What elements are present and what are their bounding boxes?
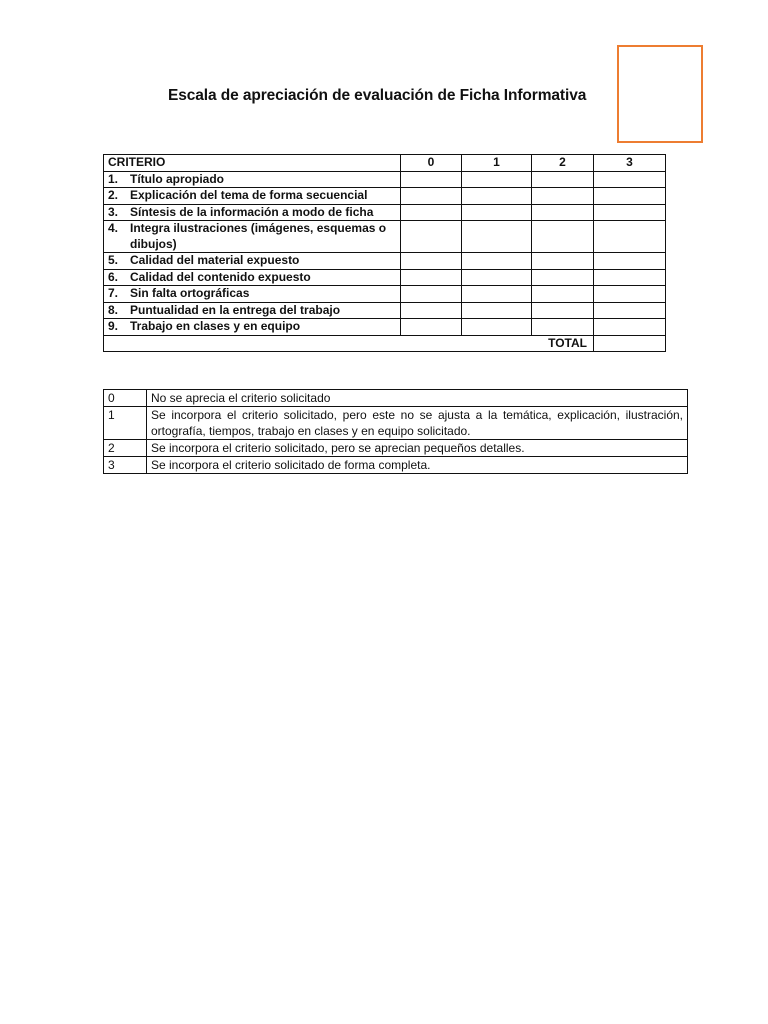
scale-level: 0 — [104, 390, 147, 407]
table-row — [104, 188, 666, 205]
score-cell-1[interactable] — [462, 188, 532, 205]
table-row — [104, 269, 666, 286]
criterion-cell — [104, 221, 401, 253]
table-row — [104, 171, 666, 188]
page-title: Escala de apreciación de evaluación de Ficha Informativa — [168, 87, 587, 104]
score-cell-3[interactable] — [594, 302, 666, 319]
criterion-text: Integra ilustraciones (imágenes, esquemas o dibujos) — [130, 221, 387, 251]
table-row — [104, 440, 688, 457]
score-cell-2[interactable] — [532, 319, 594, 336]
table-row — [104, 302, 666, 319]
score-cell-0[interactable] — [401, 302, 462, 319]
table-row — [104, 221, 666, 253]
score-cell-2[interactable] — [532, 286, 594, 303]
table-row — [104, 407, 688, 440]
score-header-3: 3 — [594, 155, 666, 172]
criterion-number: 1. — [108, 171, 119, 186]
table-row — [104, 319, 666, 336]
scale-level: 3 — [104, 457, 147, 474]
score-cell-3[interactable] — [594, 319, 666, 336]
table-row — [104, 253, 666, 270]
score-cell-1[interactable] — [462, 253, 532, 270]
score-cell-2[interactable] — [532, 204, 594, 221]
score-cell-2[interactable] — [532, 221, 594, 253]
criterion-text: Puntualidad en la entrega del trabajo — [130, 302, 341, 317]
criterion-text: Síntesis de la información a modo de ficha — [130, 204, 374, 219]
score-cell-0[interactable] — [401, 188, 462, 205]
total-row — [104, 335, 666, 352]
table-row — [104, 390, 688, 407]
criterio-header: CRITERIO — [104, 155, 401, 172]
total-value-cell[interactable] — [594, 335, 666, 352]
score-cell-2[interactable] — [532, 188, 594, 205]
table-row — [104, 286, 666, 303]
score-cell-2[interactable] — [532, 253, 594, 270]
score-cell-1[interactable] — [462, 204, 532, 221]
score-cell-0[interactable] — [401, 286, 462, 303]
criterion-cell — [104, 269, 401, 286]
criterion-number: 4. — [108, 221, 119, 235]
criterion-text: Explicación del tema de forma secuencial — [130, 188, 368, 202]
criterion-cell — [104, 253, 401, 270]
score-cell-0[interactable] — [401, 171, 462, 188]
criterion-number: 3. — [108, 204, 119, 219]
scale-level: 2 — [104, 440, 147, 457]
score-cell-0[interactable] — [401, 204, 462, 221]
criterion-text: Calidad del contenido expuesto — [130, 269, 311, 284]
scale-description: Se incorpora el criterio solicitado, pero este no se ajusta a la temática, explicación, ilustración, ortografía, tiempos, trabajo en clases y en equipo solicitado. — [147, 407, 688, 440]
criterion-number: 9. — [108, 319, 119, 333]
scale-level: 1 — [104, 407, 147, 440]
grade-box — [617, 45, 703, 143]
score-cell-2[interactable] — [532, 171, 594, 188]
score-cell-1[interactable] — [462, 221, 532, 253]
criterion-cell — [104, 286, 401, 303]
score-cell-0[interactable] — [401, 319, 462, 336]
criterion-cell — [104, 188, 401, 205]
scale-description: No se aprecia el criterio solicitado — [147, 390, 688, 407]
criterion-cell — [104, 302, 401, 319]
criterion-number: 7. — [108, 286, 119, 300]
criterion-number: 8. — [108, 302, 119, 317]
criterion-cell — [104, 319, 401, 336]
score-cell-2[interactable] — [532, 302, 594, 319]
criterion-cell — [104, 171, 401, 188]
score-cell-1[interactable] — [462, 269, 532, 286]
criterion-text: Sin falta ortográficas — [130, 286, 250, 300]
score-cell-2[interactable] — [532, 269, 594, 286]
score-cell-1[interactable] — [462, 171, 532, 188]
score-header-1: 1 — [462, 155, 532, 172]
score-cell-1[interactable] — [462, 302, 532, 319]
scale-description: Se incorpora el criterio solicitado de forma completa. — [147, 457, 688, 474]
scale-legend-table — [103, 389, 688, 474]
criterion-cell — [104, 204, 401, 221]
criterion-text: Trabajo en clases y en equipo — [130, 319, 301, 333]
score-cell-0[interactable] — [401, 253, 462, 270]
criterion-number: 2. — [108, 188, 119, 202]
criterion-text: Calidad del material expuesto — [130, 253, 300, 267]
score-cell-1[interactable] — [462, 286, 532, 303]
criterion-number: 6. — [108, 269, 119, 284]
score-cell-1[interactable] — [462, 319, 532, 336]
score-cell-3[interactable] — [594, 286, 666, 303]
score-cell-3[interactable] — [594, 188, 666, 205]
score-cell-0[interactable] — [401, 221, 462, 253]
total-label: TOTAL — [104, 335, 594, 352]
criterion-number: 5. — [108, 253, 119, 267]
score-cell-3[interactable] — [594, 171, 666, 188]
score-cell-3[interactable] — [594, 253, 666, 270]
criterion-text: Título apropiado — [130, 171, 224, 186]
criteria-header-row — [104, 155, 666, 172]
criteria-table — [103, 154, 666, 352]
score-cell-3[interactable] — [594, 204, 666, 221]
score-header-0: 0 — [401, 155, 462, 172]
score-cell-3[interactable] — [594, 269, 666, 286]
scale-description: Se incorpora el criterio solicitado, pero se aprecian pequeños detalles. — [147, 440, 688, 457]
score-cell-0[interactable] — [401, 269, 462, 286]
table-row — [104, 204, 666, 221]
table-row — [104, 457, 688, 474]
score-cell-3[interactable] — [594, 221, 666, 253]
score-header-2: 2 — [532, 155, 594, 172]
